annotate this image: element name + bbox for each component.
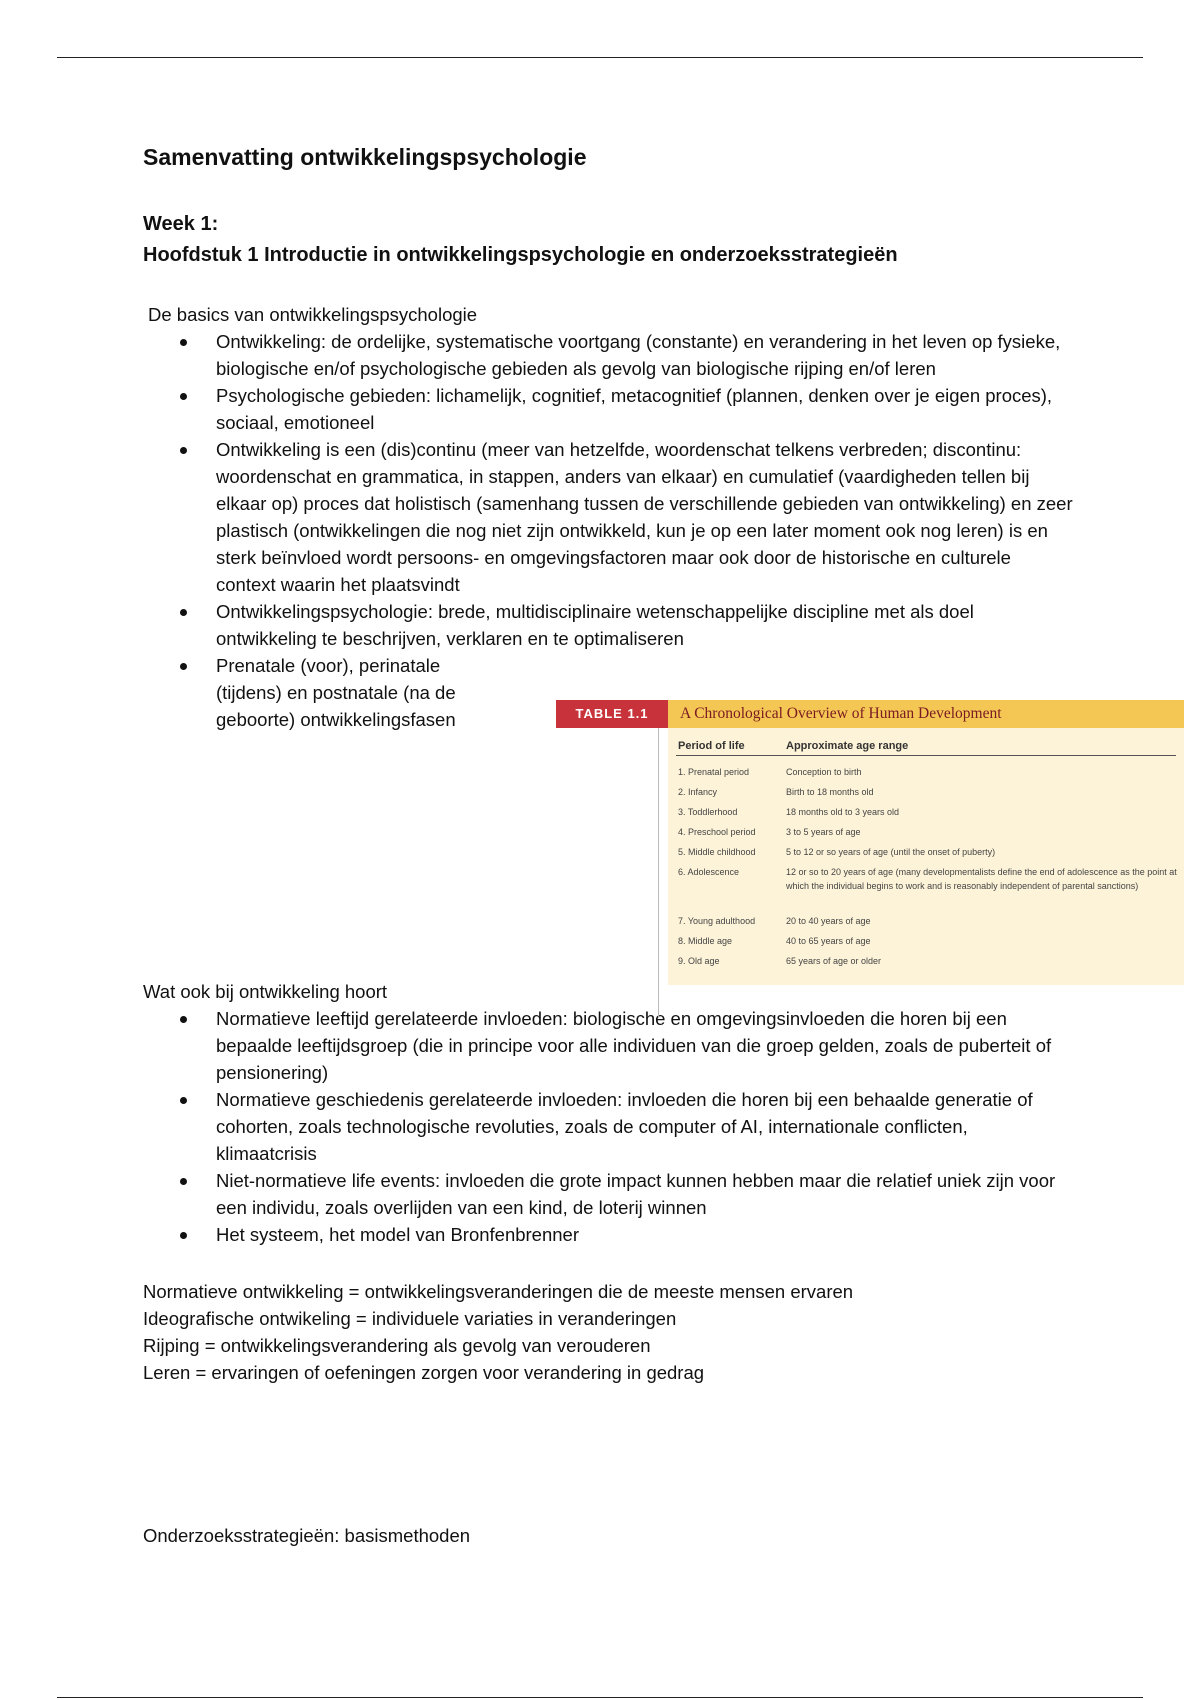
table-cell-period: 7. Young adulthood — [678, 916, 756, 926]
table-cell-age: 20 to 40 years of age — [786, 916, 871, 926]
bullet-icon — [180, 339, 187, 346]
bullet-icon — [180, 393, 187, 400]
table-cell-period: 2. Infancy — [678, 787, 718, 797]
bullet-icon — [180, 1232, 187, 1239]
table-header-rule — [676, 755, 1176, 756]
bullet-icon — [180, 1097, 187, 1104]
table-column-header-age: Approximate age range — [786, 740, 909, 752]
bullet-list-development — [143, 1005, 1073, 1248]
table-cell-period: 5. Middle childhood — [678, 847, 756, 857]
bullet-icon — [180, 1016, 187, 1023]
definition-line: Leren = ervaringen of oefeningen zorgen voor verandering in gedrag — [143, 1362, 705, 1383]
table-cell-period: 6. Adolescence — [678, 867, 740, 877]
definitions-block — [143, 1278, 853, 1386]
table-cell-age: 5 to 12 or so years of age (until the onset of puberty) — [786, 847, 996, 857]
table-cell-period: 4. Preschool period — [678, 827, 756, 837]
document-title: Samenvatting ontwikkelingspsychologie — [143, 144, 587, 170]
table-divider — [658, 728, 659, 1018]
list-item: Ontwikkeling is een (dis)continu (meer van hetzelfde, woordenschat telkens verbreden; discontinu: woordenschat en grammatica, in stappen, anders van elkaar) en cumulatief (vaardigheden tellen bij elkaar op) proces dat holistisch (samenhang tussen de verschillende gebieden van ontwikkeling) en zeer plastisch (ontwikkelingen die nog niet zijn ontwikkeld, kun je op een later moment ook nog leren) is en sterk beïnvloed wordt persoons- en omgevingsfactoren maar ook door de historische en culturele context waarin het plaatsvindt — [143, 436, 1073, 598]
bullet-icon — [180, 1178, 187, 1185]
table-cell-age: Birth to 18 months old — [786, 787, 874, 797]
definition-line: Normatieve ontwikkeling = ontwikkelingsveranderingen die de meeste mensen ervaren — [143, 1281, 854, 1302]
table-cell-period: 3. Toddlerhood — [678, 807, 738, 817]
section-heading-basics: De basics van ontwikkelingspsychologie — [148, 304, 478, 325]
table-title: A Chronological Overview of Human Development — [680, 705, 1002, 722]
list-item: Niet-normatieve life events: invloeden die grote impact kunnen hebben maar die relatief uniek zijn voor een individu, zoals overlijden van een kind, de loterij winnen — [143, 1167, 1073, 1221]
bullet-icon — [180, 447, 187, 454]
week-heading: Week 1: — [143, 213, 219, 235]
section-heading-research: Onderzoeksstrategieën: basismethoden — [143, 1525, 471, 1546]
list-item: Psychologische gebieden: lichamelijk, cognitief, metacognitief (plannen, denken over je eigen proces), sociaal, emotioneel — [143, 382, 1073, 436]
list-item: Prenatale (voor), perinatale (tijdens) en postnatale (na de geboorte) ontwikkelingsfasen — [143, 652, 486, 733]
list-item: Normatieve geschiedenis gerelateerde invloeden: invloeden die horen bij een behaalde generatie of cohorten, zoals technologische revoluties, zoals de computer of AI, internationale conflicten, klimaatcrisis — [143, 1086, 1073, 1167]
list-item: Normatieve leeftijd gerelateerde invloeden: biologische en omgevingsinvloeden die horen bij een bepaalde leeftijdsgroep (die in principe voor alle individuen van die groep gelden, zoals de puberteit of pensionering) — [143, 1005, 1073, 1086]
table-cell-age: 3 to 5 years of age — [786, 827, 861, 837]
bullet-icon — [180, 663, 187, 670]
table-cell-period: 1. Prenatal period — [678, 767, 750, 777]
footer-rule — [57, 1697, 1143, 1698]
table-cell-age: Conception to birth — [786, 767, 862, 777]
header-rule — [57, 57, 1143, 58]
list-item: Ontwikkeling: de ordelijke, systematische voortgang (constante) en verandering in het leven op fysieke, biologische en/of psychologische gebieden als gevolg van biologische rijping en/of leren — [143, 328, 1073, 382]
definition-line: Ideografische ontwikeling = individuele variaties in veranderingen — [143, 1308, 677, 1329]
table-label: TABLE 1.1 — [556, 700, 668, 728]
table-cell-age: 12 or so to 20 years of age (many developmentalists define the end of adolescence as the point at which the individual begins to work and is reasonably independent of parental sanctions) — [786, 867, 1177, 891]
table-figure — [556, 700, 1184, 985]
bullet-icon — [180, 609, 187, 616]
list-item: Het systeem, het model van Bronfenbrenner — [143, 1221, 1073, 1248]
table-cell-age: 65 years of age or older — [786, 956, 882, 966]
table-cell-age: 18 months old to 3 years old — [786, 807, 900, 817]
definition-line: Rijping = ontwikkelingsverandering als gevolg van verouderen — [143, 1335, 651, 1356]
table-cell-period: 8. Middle age — [678, 936, 733, 946]
list-item: Ontwikkelingspsychologie: brede, multidisciplinaire wetenschappelijke discipline met als doel ontwikkeling te beschrijven, verklaren en te optimaliseren — [143, 598, 1073, 652]
table-body — [668, 728, 1184, 985]
table-cell-age: 40 to 65 years of age — [786, 936, 871, 946]
table-cell-period: 9. Old age — [678, 956, 720, 966]
chapter-heading: Hoofdstuk 1 Introductie in ontwikkelingspsychologie en onderzoeksstrategieën — [143, 244, 898, 266]
section-heading-development: Wat ook bij ontwikkeling hoort — [143, 981, 388, 1002]
bullet-list-basics — [143, 328, 1073, 733]
table-column-header-period: Period of life — [678, 740, 745, 752]
